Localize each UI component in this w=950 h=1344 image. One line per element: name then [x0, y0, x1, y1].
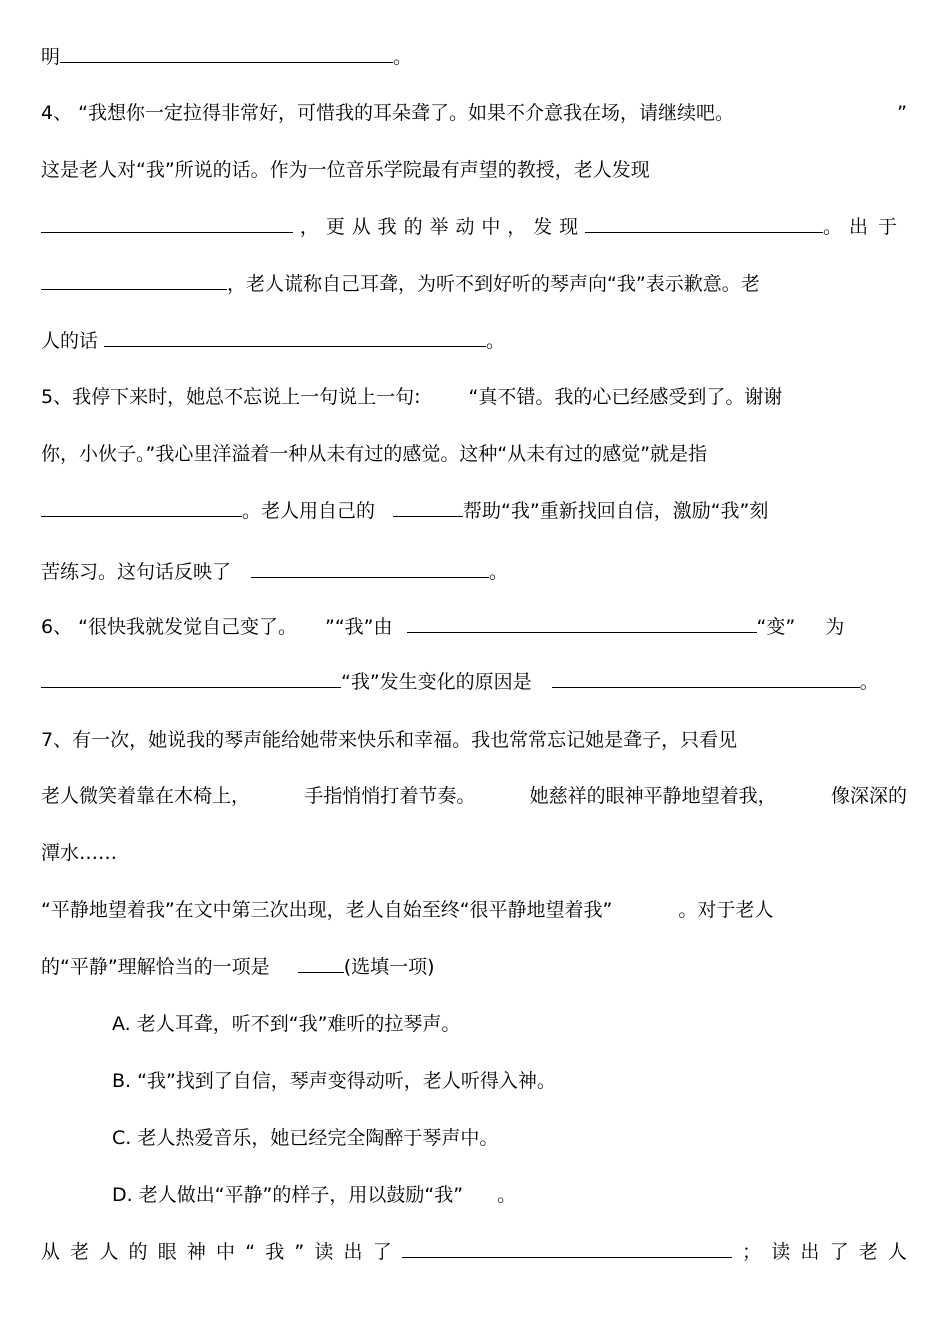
q4-line-1 — [41, 98, 907, 128]
q6-text-c: “变” — [756, 616, 796, 638]
q7-word: 我 — [265, 1241, 285, 1263]
q7-text-g: “平静地望着我”在文中第三次出现，老人自始至终“很平静地望着我” — [41, 899, 613, 921]
q7-line-5 — [41, 952, 907, 982]
q4-word: ， — [507, 216, 527, 238]
option-c[interactable] — [112, 1123, 812, 1153]
option-letter: C. — [112, 1127, 132, 1149]
answer-line-ming — [41, 42, 907, 72]
q6-text-f: 。 — [859, 671, 879, 693]
q7-last-line — [41, 1237, 907, 1267]
q4-word: 的 — [403, 216, 423, 238]
option-a[interactable] — [112, 1009, 812, 1039]
q5-text-a: 5、我停下来时，她总不忘说上一句说上一句: — [41, 386, 421, 408]
answer-blank[interactable] — [41, 667, 341, 688]
option-letter: B. — [112, 1070, 132, 1092]
q7-text-h: 。对于老人 — [678, 899, 774, 921]
q4-words-suffix: 。 — [486, 330, 506, 352]
answer-blank[interactable] — [298, 952, 344, 973]
q5-line-2 — [41, 439, 907, 469]
q7-word: 中 — [216, 1241, 236, 1263]
q7-word: 从 — [41, 1241, 61, 1263]
q4-period: 。 — [823, 216, 843, 238]
q5-text-c: 你，小伙子。”我心里洋溢着一种从未有过的感觉。这种“从未有过的感觉”就是指 — [41, 443, 708, 465]
q4-words-prefix: 人的话 — [41, 330, 99, 352]
q7-word: 出 — [343, 1241, 363, 1263]
q7-text-i: 的“平静”理解恰当的一项是 — [41, 956, 270, 978]
q7-text-b: 老人微笑着靠在木椅上， — [41, 785, 251, 807]
q7-word: 人 — [887, 1241, 907, 1263]
option-letter: A. — [112, 1013, 131, 1035]
q4-continuation-text: ，老人谎称自己耳聋，为听不到好听的琴声向“我”表示歉意。老 — [227, 273, 760, 295]
q5-text-e: 帮助“我”重新找回自信，激励“我”刻 — [463, 500, 769, 522]
q4-word: 更 — [325, 216, 345, 238]
q4-context-text: 这是老人对“我”所说的话。作为一位音乐学院最有声望的教授，老人发现 — [41, 159, 650, 181]
q7-word: 出 — [800, 1241, 820, 1263]
q7-semicolon: ； — [742, 1241, 762, 1263]
q4-line-5 — [41, 326, 907, 356]
answer-blank[interactable] — [251, 557, 489, 578]
answer-blank[interactable] — [104, 326, 486, 347]
q7-line-2 — [41, 781, 907, 811]
answer-blank[interactable] — [393, 496, 463, 517]
q7-word: 读 — [771, 1241, 791, 1263]
q7-line-1 — [41, 725, 907, 755]
q4-tail-text: 出于 — [848, 216, 907, 238]
answer-blank[interactable] — [585, 212, 823, 233]
answer-blank[interactable] — [41, 496, 242, 517]
line-prefix: 明 — [41, 46, 61, 68]
line-suffix: 。 — [393, 46, 413, 68]
q7-word: 了 — [372, 1241, 392, 1263]
answer-blank[interactable] — [41, 269, 227, 290]
q7-text-j: (选填一项) — [343, 956, 435, 978]
q6-text-d: 为 — [825, 616, 845, 638]
q6-line-1 — [41, 612, 907, 642]
q5-line-4 — [41, 557, 907, 587]
q5-text-b: “真不错。我的心已经感受到了。谢谢 — [468, 386, 783, 408]
q4-word: 发 — [533, 216, 553, 238]
answer-blank[interactable] — [402, 1237, 732, 1258]
q4-word: 中 — [481, 216, 501, 238]
q7-line-4 — [41, 895, 907, 925]
q7-text-d: 她慈祥的眼神平静地望着我， — [529, 785, 777, 807]
q4-quote-text: 4、 “我想你一定拉得非常好，可惜我的耳朵聋了。如果不介意我在场，请继续吧。 — [41, 102, 734, 124]
q4-line-3 — [41, 212, 907, 242]
q5-line-1 — [41, 382, 907, 412]
q4-word: ， — [299, 216, 319, 238]
q7-word: 了 — [829, 1241, 849, 1263]
q7-word: 的 — [128, 1241, 148, 1263]
q7-text-a: 7、有一次，她说我的琴声能给她带来快乐和幸福。我也常常忘记她是聋子，只看见 — [41, 729, 738, 751]
q6-text-b: ”“我”由 — [324, 616, 393, 638]
q4-line-2 — [41, 155, 907, 185]
q4-quote-close: ” — [897, 102, 907, 124]
q6-text-e: “我”发生变化的原因是 — [341, 671, 532, 693]
q4-word: 动 — [455, 216, 475, 238]
option-b[interactable] — [112, 1066, 812, 1096]
option-text: 老人耳聋，听不到“我”难听的拉琴声。 — [136, 1013, 461, 1035]
q7-word: 老 — [70, 1241, 90, 1263]
q7-text-c: 手指悄悄打着节奏。 — [304, 785, 476, 807]
q4-word: 我 — [377, 216, 397, 238]
q7-word: 神 — [186, 1241, 206, 1263]
option-text: 老人做出“平静”的样子，用以鼓励“我” — [138, 1184, 464, 1206]
q7-word: 眼 — [157, 1241, 177, 1263]
q5-text-d: 。老人用自己的 — [242, 500, 376, 522]
q7-word: 老 — [858, 1241, 878, 1263]
q6-text-a: 6、 “很快我就发觉自己变了。 — [41, 616, 297, 638]
q4-word: 现 — [559, 216, 579, 238]
q7-word: 人 — [99, 1241, 119, 1263]
q7-text-e: 像深深的 — [830, 785, 907, 807]
q5-line-3 — [41, 496, 907, 526]
q7-line-3 — [41, 838, 907, 868]
q4-word: 从 — [351, 216, 371, 238]
answer-blank[interactable] — [41, 212, 293, 233]
q5-text-f: 苦练习。这句话反映了 — [41, 561, 232, 583]
q7-word: ” — [294, 1241, 305, 1263]
option-text: “我”找到了自信，琴声变得动听，老人听得入神。 — [137, 1070, 556, 1092]
q7-word: “ — [245, 1241, 256, 1263]
option-d-period: 。 — [497, 1184, 517, 1206]
q4-word: 举 — [429, 216, 449, 238]
q7-word: 读 — [314, 1241, 334, 1263]
option-text: 老人热爱音乐，她已经完全陶醉于琴声中。 — [137, 1127, 499, 1149]
q7-text-f: 潭水…… — [41, 842, 118, 864]
answer-blank[interactable] — [552, 667, 860, 688]
q5-text-g: 。 — [489, 561, 509, 583]
q4-line-4 — [41, 269, 907, 299]
q6-line-2 — [41, 667, 907, 697]
answer-blank[interactable] — [407, 612, 757, 633]
answer-blank[interactable] — [60, 42, 393, 63]
option-letter: D. — [112, 1184, 133, 1206]
option-d[interactable] — [112, 1180, 812, 1210]
